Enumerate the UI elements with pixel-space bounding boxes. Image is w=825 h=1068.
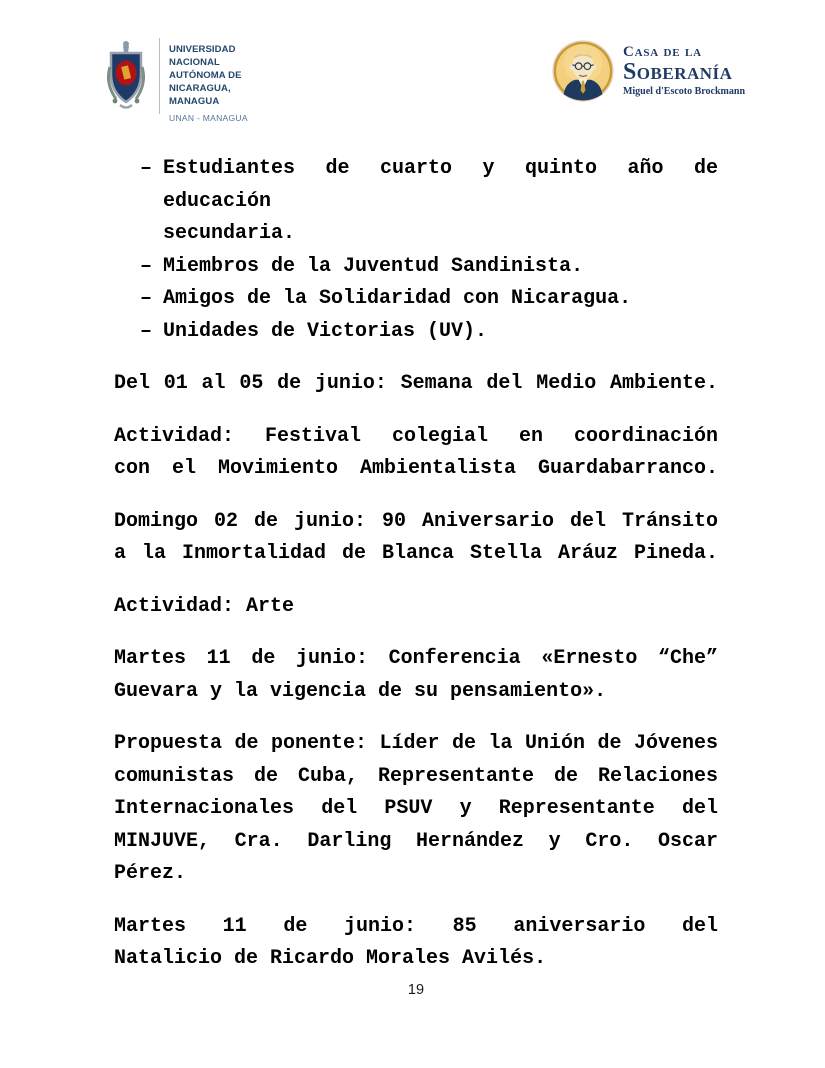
list-item [140,316,718,349]
text-line: Propuesta de ponente: Líder de la Unión de Jóvenes [114,732,718,755]
paragraph [114,728,718,891]
paragraph [114,643,718,708]
text-line: Actividad: Festival colegial en coordinación [114,424,718,448]
text-line: comunistas de Cuba, Representante de Relaciones [114,764,718,788]
text-line: Amigos de la Solidaridad con Nicaragua. [163,287,632,310]
soberania-logo [552,40,745,102]
page-footer [114,982,718,998]
page-number: 19 [407,982,425,998]
soberania-line-2: Soberanía [622,59,733,85]
list-item [140,153,718,251]
text-line: secundaria. [163,222,296,245]
logo-divider [159,38,160,114]
unan-name-line: NACIONAL [169,57,220,68]
unan-name-block [169,38,248,125]
soberania-text-block [623,44,745,98]
page-header [0,0,825,125]
list-item [140,251,718,284]
text-line: Guevara y la vigencia de su pensamiento». [114,679,607,703]
text-line: con el Movimiento Ambientalista Guardabarranco. [114,457,718,480]
unan-name-line: UNIVERSIDAD [169,44,236,55]
paragraph [114,421,718,486]
list-item [140,283,718,316]
text-line: Martes 11 de junio: 85 aniversario del [114,914,718,938]
text-line: Natalicio de Ricardo Morales Avilés. [114,947,547,970]
text-line: Actividad: Arte [114,594,295,618]
bulleted-list [114,153,718,348]
unan-name-line: NICARAGUA, [169,83,231,94]
text-line: Pérez. [114,862,187,885]
text-line: Domingo 02 de junio: 90 Aniversario del Tránsito [114,509,718,533]
text-line: a la Inmortalidad de Blanca Stella Aráuz Pineda. [114,542,718,565]
list-dash-marker: – [140,319,153,343]
text-line: Internacionales del PSUV y Representante del [114,797,718,820]
text-line: Estudiantes de cuarto y quinto año de educación [163,157,718,213]
soberania-line-3: Miguel d'Escoto Brockmann [622,86,745,97]
text-line: Martes 11 de junio: Conferencia «Ernesto “Che” [114,647,718,670]
soberania-line-1: Casa de la [622,44,702,60]
unan-name-line: MANAGUA [169,96,220,107]
text-line: Del 01 al 05 de junio: Semana del Medio Ambiente. [114,372,718,395]
text-line: Miembros de la Juventud Sandinista. [163,254,584,278]
paragraph [114,911,718,976]
soberania-portrait-icon [552,40,614,102]
document-body [114,153,718,976]
unan-crest-icon [103,39,149,115]
unan-subtitle: UNAN - MANAGUA [169,113,248,123]
list-dash-marker: – [140,254,153,278]
text-line: Unidades de Victorias (UV). [163,319,488,343]
unan-logo [103,38,248,125]
text-line: MINJUVE, Cra. Darling Hernández y Cro. Oscar [114,829,718,853]
list-dash-marker: – [140,157,153,180]
paragraph [114,368,718,401]
paragraph [114,591,718,624]
unan-name-line: AUTÓNOMA DE [169,70,242,81]
paragraph [114,506,718,571]
list-dash-marker: – [140,287,153,310]
